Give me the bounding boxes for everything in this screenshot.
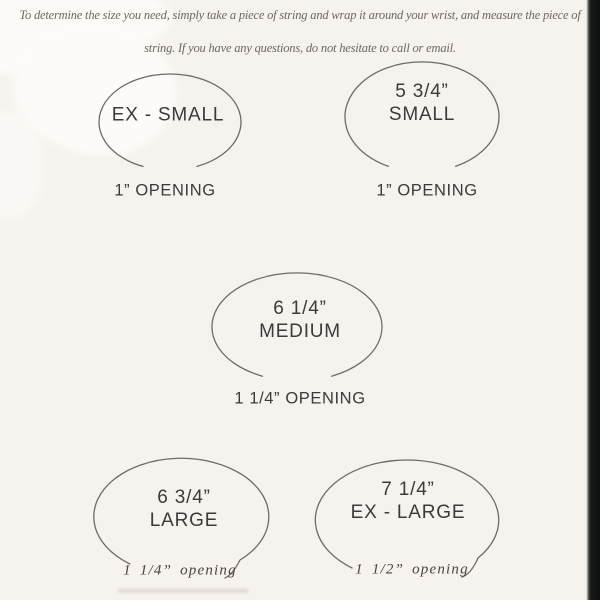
size-measurement: 6 1/4” [273, 298, 327, 319]
size-measurement: 5 3/4” [395, 81, 449, 102]
cuff-label-ex-small [112, 104, 225, 127]
scan-edge [586, 0, 600, 600]
opening-label-small: 1” OPENING [376, 181, 478, 200]
cuff-label-large [150, 486, 218, 532]
opening-label-ex-small: 1” OPENING [114, 181, 216, 200]
cuff-label-ex-large [351, 478, 466, 524]
size-name: MEDIUM [259, 321, 341, 342]
size-name: EX - LARGE [350, 502, 466, 523]
size-name: LARGE [149, 510, 219, 531]
size-measurement: 6 3/4” [157, 487, 211, 508]
instructions-line-2: string. If you have any questions, do not hesitate to call or email. [144, 41, 456, 55]
cuff-label-small [389, 80, 455, 126]
opening-label-large: 1 1/4” opening [123, 562, 237, 579]
size-measurement: 7 1/4” [381, 479, 435, 500]
cuff-label-medium [259, 297, 341, 343]
opening-label-ex-large: 1 1/2” opening [355, 561, 469, 578]
size-name: EX - SMALL [111, 104, 225, 126]
instructions-line-1: To determine the size you need, simply take a piece of string and wrap it around your wrist, and measure the piece of [19, 8, 581, 22]
size-name: SMALL [388, 104, 456, 125]
opening-label-medium: 1 1/4” OPENING [234, 389, 366, 408]
scan-artifact-cropped-text [118, 584, 248, 597]
